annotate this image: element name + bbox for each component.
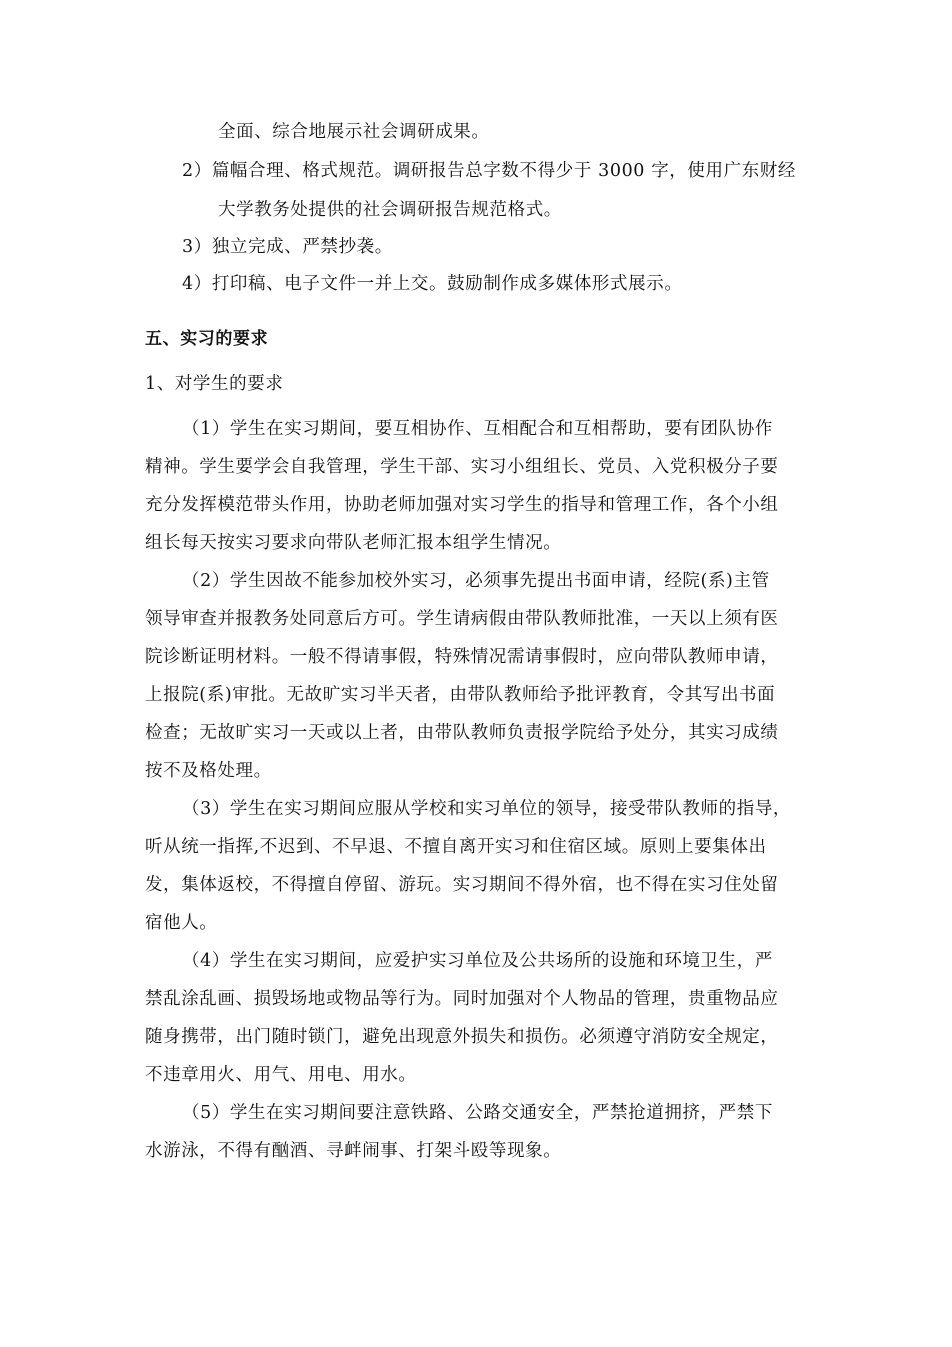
- paragraph-4-line-3: 随身携带，出门随时锁门，避免出现意外损失和损伤。必须遵守消防安全规定，: [145, 1027, 779, 1047]
- paragraph-3-line-3: 发，集体返校，不得擅自停留、游玩。实习期间不得外宿，也不得在实习住处留: [145, 875, 779, 895]
- paragraph-4-line-4: 不违章用火、用气、用电、用水。: [145, 1065, 417, 1085]
- list-item-1-continuation: 全面、综合地展示社会调研成果。: [218, 122, 490, 142]
- section-title: 五、实习的要求: [145, 329, 269, 349]
- paragraph-4-line-1: （4）学生在实习期间，应爱护实习单位及公共场所的设施和环境卫生，严: [182, 951, 773, 971]
- paragraph-5-line-1: （5）学生在实习期间要注意铁路、公路交通安全，严禁抢道拥挤，严禁下: [182, 1103, 773, 1123]
- paragraph-2-line-2: 领导审查并报教务处同意后方可。学生请病假由带队教师批准，一天以上须有医: [145, 609, 779, 629]
- paragraph-1-line-2: 精神。学生要学会自我管理，学生干部、实习小组组长、党员、入党积极分子要: [145, 457, 779, 477]
- paragraph-2-line-5: 检查；无故旷实习一天或以上者，由带队教师负责报学院给予处分，其实习成绩: [145, 723, 779, 743]
- list-item-2-line-1: 2）篇幅合理、格式规范。调研报告总字数不得少于 3000 字，使用广东财经: [182, 161, 796, 181]
- paragraph-4-line-2: 禁乱涂乱画、损毁场地或物品等行为。同时加强对个人物品的管理，贵重物品应: [145, 989, 779, 1009]
- list-item-4: 4）打印稿、电子文件一并上交。鼓励制作成多媒体形式展示。: [182, 274, 683, 294]
- paragraph-1-line-1: （1）学生在实习期间，要互相协作、互相配合和互相帮助，要有团队协作: [182, 419, 773, 439]
- paragraph-2-line-3: 院诊断证明材料。一般不得请事假，特殊情况需请事假时，应向带队教师申请，: [145, 647, 779, 667]
- paragraph-5-line-2: 水游泳，不得有酗酒、寻衅闹事、打架斗殴等现象。: [145, 1141, 562, 1161]
- paragraph-1-line-3: 充分发挥模范带头作用，协助老师加强对实习学生的指导和管理工作，各个小组: [145, 495, 779, 515]
- paragraph-2-line-1: （2）学生因故不能参加校外实习，必须事先提出书面申请，经院(系)主管: [182, 571, 770, 591]
- paragraph-3-line-4: 宿他人。: [145, 913, 218, 933]
- list-item-3: 3）独立完成、严禁抄袭。: [182, 237, 393, 257]
- paragraph-3-line-1: （3）学生在实习期间应服从学校和实习单位的领导，接受带队教师的指导，: [182, 799, 792, 819]
- paragraph-2-line-6: 按不及格处理。: [145, 761, 272, 781]
- paragraph-3-line-2: 听从统一指挥,不迟到、不早退、不擅自离开实习和住宿区域。原则上要集体出: [145, 837, 767, 857]
- paragraph-1-line-4: 组长每天按实习要求向带队老师汇报本组学生情况。: [145, 533, 562, 553]
- list-item-2-line-2: 大学教务处提供的社会调研报告规范格式。: [218, 200, 562, 220]
- subsection-title: 1、对学生的要求: [145, 374, 284, 394]
- paragraph-2-line-4: 上报院(系)审批。无故旷实习半天者，由带队教师给予批评教育，令其写出书面: [145, 685, 776, 705]
